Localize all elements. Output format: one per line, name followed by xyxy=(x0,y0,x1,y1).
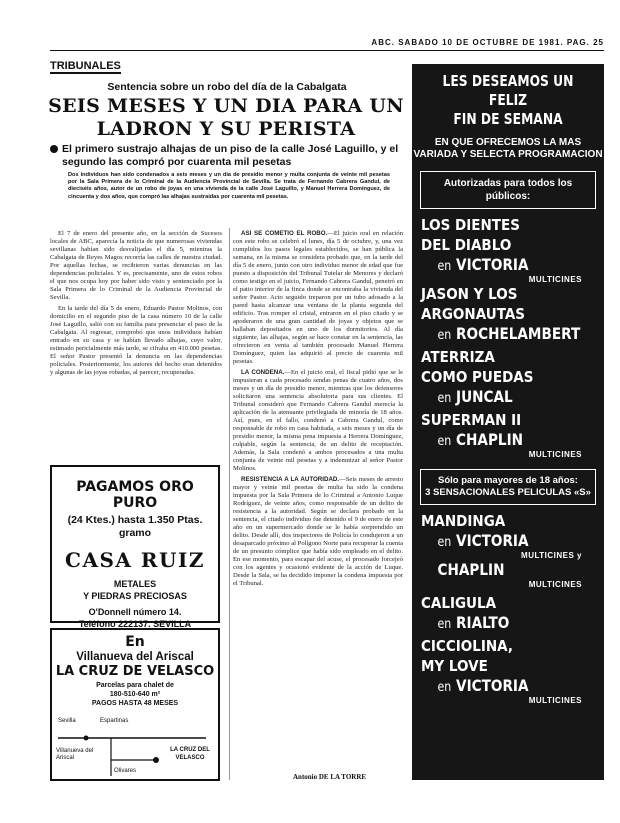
cinema-title: LES DESEAMOS UN FELIZ FIN DE SEMANA xyxy=(442,72,574,128)
col2-subhead: RESISTENCIA A LA AUTORIDAD. xyxy=(241,476,340,483)
film-title: CICCIOLINA, xyxy=(421,637,513,655)
film-title: CALIGULA xyxy=(421,594,497,612)
film-listing xyxy=(412,593,604,632)
section-title: TRIBUNALES xyxy=(50,60,121,72)
map-label: Sevilla xyxy=(58,718,76,724)
film-theater: en ROCHELAMBERT xyxy=(437,324,581,343)
ad-vil-town: Villanueva del Ariscal xyxy=(76,651,194,663)
ad-oro-price: (24 Ktes.) hasta 1.350 Ptas. gramo xyxy=(67,514,203,539)
film-listing xyxy=(412,410,604,459)
ad-vil-en: En xyxy=(125,634,145,650)
film-listing xyxy=(412,511,604,589)
ad-oro-headline: PAGAMOS ORO PURO xyxy=(76,479,194,511)
header-rule xyxy=(50,50,604,51)
film-theater: CHAPLIN xyxy=(437,560,505,579)
film-multicines: MULTICINES xyxy=(528,696,582,705)
film-title: SUPERMAN II xyxy=(421,411,522,429)
article-lead: Dos individuos han sido condenados a seis meses y un día de presidio menor y multa conjunta de veinte mil pesetas por la Sala Primera de lo Criminal de la Audiencia Provincial de Sevilla. Se trata de Fernando Cabrera Gandul, de dieciséis años, autor de un robo de joyas en una vivienda de la calle José Laguillo, y Manuel Herrera Domínguez, de cincuenta y dos años, que compró las alhajas sustraídas por cuarenta mil pesetas. xyxy=(68,172,390,200)
film-theater: en RIALTO xyxy=(437,613,510,632)
bullet-icon xyxy=(50,145,58,153)
col2-paragraph: ASI SE COMETIO EL ROBO.—El juicio oral en relación con este robo se celebró el lunes, día 5 de octubre, y, una vez cumplidos los pasos legales establecidos, se han pública la semana, en la misma se considera probado que, en la tarde del día 5 de enero, junto con otro individuo menor de edad que fue puesto a disposición del Tribunal Tutelar de Menores y declaró como testigo en el juicio, Fernando Cabrera Gandul, penetró en el patio interior de la finca donde se encontraba la vivienda del señor Pastor. Acto seguido treparon por un tubo adosado a la pared hasta alcanzar una ventana de la planta segunda del edificio. Tras romper el cristal, entraron en el piso citado y se apoderaron de una gran cantidad de joyas y objetos que se hallaban depositados en uno de los dormitorios. Al día siguiente, las alhajas, según se hace constar en la sentencia, las ofrecieron en venta al también procesado Manuel Herrera Domínguez, quien las adquirió al precio de cuarenta mil pesetas. xyxy=(233,230,403,365)
col2-subhead: LA CONDENA. xyxy=(241,369,285,376)
col2-paragraph: RESISTENCIA A LA AUTORIDAD.—Seis meses de arresto mayor y veinte mil pesetas de multa ha sido la condena impuesta por la Sala Primera de lo Criminal a Antonio Luque Rodríguez, de veinte años, como responsable de un delito de resistencia a la autoridad. Según se declara probado en la sentencia, el citado individuo fue detenido el 9 de enero de este año en un supermercado donde se le había sorprendido un delito. Desde allí, dos inspectores de Policía lo condujeron a un desaparcado próximo al Polígono Norte para recuperar la cuenta de un presunto cómplice que había sido empleado en el delito. En ese momento, para escapar del acuse, el procesado forcejeó con los agentes y ocasionó evidente de la acción de Luque. Desde la Sala, se ha decidido imponer la condena impuesta por el Tribunal. xyxy=(233,476,403,587)
ad-villanueva xyxy=(50,628,220,781)
ad-casa-ruiz xyxy=(50,465,220,629)
film-title: MANDINGA xyxy=(421,512,506,530)
film-theater: en VICTORIA xyxy=(437,255,529,274)
film-theater: en VICTORIA xyxy=(437,676,529,695)
film-multicines: MULTICINES xyxy=(528,580,582,589)
cinema-intro: EN QUE OFRECEMOS LA MAS VARIADA Y SELECTA PROGRAMACION xyxy=(413,137,603,160)
film-theater: en VICTORIA xyxy=(437,531,529,550)
film-listing xyxy=(412,215,604,284)
film-title: JASON Y LOS xyxy=(421,285,518,303)
film-title: ARGONAUTAS xyxy=(421,305,526,323)
film-multicines: MULTICINES y xyxy=(521,551,582,560)
ad-oro-contact: O'Donnell número 14. Teléfono 222137. SEVILLA xyxy=(78,607,192,629)
article-subhead: El primero sustrajo alhajas de un piso de la calle José Laguillo, y el segundo las compró por cuarenta mil pesetas xyxy=(62,143,399,168)
headline-line-2: LADRON Y SU PERISTA xyxy=(96,118,356,140)
map-label: Olivares xyxy=(114,768,137,774)
column-divider xyxy=(229,228,230,780)
article-headline xyxy=(48,95,404,141)
map-label: Villanueva del Ariscal xyxy=(56,748,94,761)
map-label: LA CRUZ DEL VELASCO xyxy=(170,747,210,761)
cinema-box-general: Autorizadas para todos los públicos: xyxy=(420,171,596,209)
col2-subhead: ASI SE COMETIO EL ROBO. xyxy=(241,230,328,237)
col1-paragraph: En la tarde del día 5 de enero, Eduardo Pastor Molinos, con domicilio en el segundo piso de la casa número 10 de la calle José Laguillo, salió con su familia para presenciar el paso de la Cabalgata. Al regresar, comprobó que unos individuos habían entrado en su casa y se habían llevado alhajas, cuyo valor, estimado pericialmente más tarde, se cifraba en 410.000 pesetas. El señor Pastor presentó la denuncia en las dependencias policiales. Posteriormente, los autores del hecho eran detenidos y algunas de las joyas robadas, al parecer, recuperadas. xyxy=(50,305,222,376)
film-title: LOS DIENTES xyxy=(421,216,520,234)
film-title: MY LOVE xyxy=(421,657,488,675)
film-listing xyxy=(412,347,604,406)
film-listing xyxy=(412,636,604,705)
ad-vil-desc: Parcelas para chalet de 180-510-640 m² PAGOS HASTA 48 MESES xyxy=(91,682,179,707)
article-column-2 xyxy=(233,230,403,770)
film-theater: en JUNCAL xyxy=(437,387,513,406)
film-title: DEL DIABLO xyxy=(421,236,512,254)
col2-paragraph: LA CONDENA.—En el juicio oral, el fiscal pidió que se le impusieran a cada procesado sendas penas de cuatro años, dos meses y un día de presidio menor, mientras que los defensores solicitaron una sentencia absolutoria para sus clientes. El Tribunal consideró que Fernando Cabrera Gandul merecía la aplicación de la atenuante privilegiada de minoría de 18 años. Así, pues, en el fallo, condenó a Cabrera Gandul, como responsable de robo en casa habitada, a seis meses y un día de presidio menor, la misma pena impuesta a Herrera Domínguez, culpable, según la sentencia, de un delito de receptación. Además, la Sala condenó a ambos procesados a una multa conjunta de veinte mil pesetas y a indemnizar al señor Pastor Molinos. xyxy=(233,369,403,472)
film-title: ATERRIZA xyxy=(421,348,495,366)
cinema-ad-panel xyxy=(412,64,604,780)
cinema-box-adult: Sólo para mayores de 18 años: 3 SENSACIONALES PELICULAS «S» xyxy=(420,469,596,505)
film-theater: en CHAPLIN xyxy=(437,430,524,449)
film-multicines: MULTICINES xyxy=(528,275,582,284)
page-header: ABC. SABADO 10 DE OCTUBRE DE 1981. PAG. 25 xyxy=(371,38,604,47)
map-label: Espartinas xyxy=(100,718,129,724)
article-column-1 xyxy=(50,230,222,458)
article-kicker: Sentencia sobre un robo del día de la Cabalgata xyxy=(107,81,347,93)
ad-oro-brand: CASA RUIZ xyxy=(65,548,205,572)
film-listing xyxy=(412,284,604,343)
article-signature: Antonio DE LA TORRE xyxy=(293,773,367,781)
col1-paragraph: El 7 de enero del presente año, en la sección de Sucesos locales de ABC, aparecía la noticia de que numerosas viviendas sevillanas habían sido desvalijadas el día 5, mientras la Cabalgata de Reyes Magos recorría las calles de nuestra ciudad. Por aquellas fechas, se recibieron varias denuncias en las dependencias policiales. Y es, precisamente, uno de estos robos el que nos ocupa hoy por haber sido visto y sentenciado por la Sala Primera de lo Criminal de la Audiencia Provincial de Sevilla. xyxy=(50,230,222,301)
film-title: COMO PUEDAS xyxy=(421,368,534,386)
ad-vil-brand: LA CRUZ DE VELASCO xyxy=(55,664,215,679)
headline-line-1: SEIS MESES Y UN DIA PARA UN xyxy=(48,95,404,117)
ad-oro-products: METALES Y PIEDRAS PRECIOSAS xyxy=(83,579,187,601)
film-multicines: MULTICINES xyxy=(528,450,582,459)
